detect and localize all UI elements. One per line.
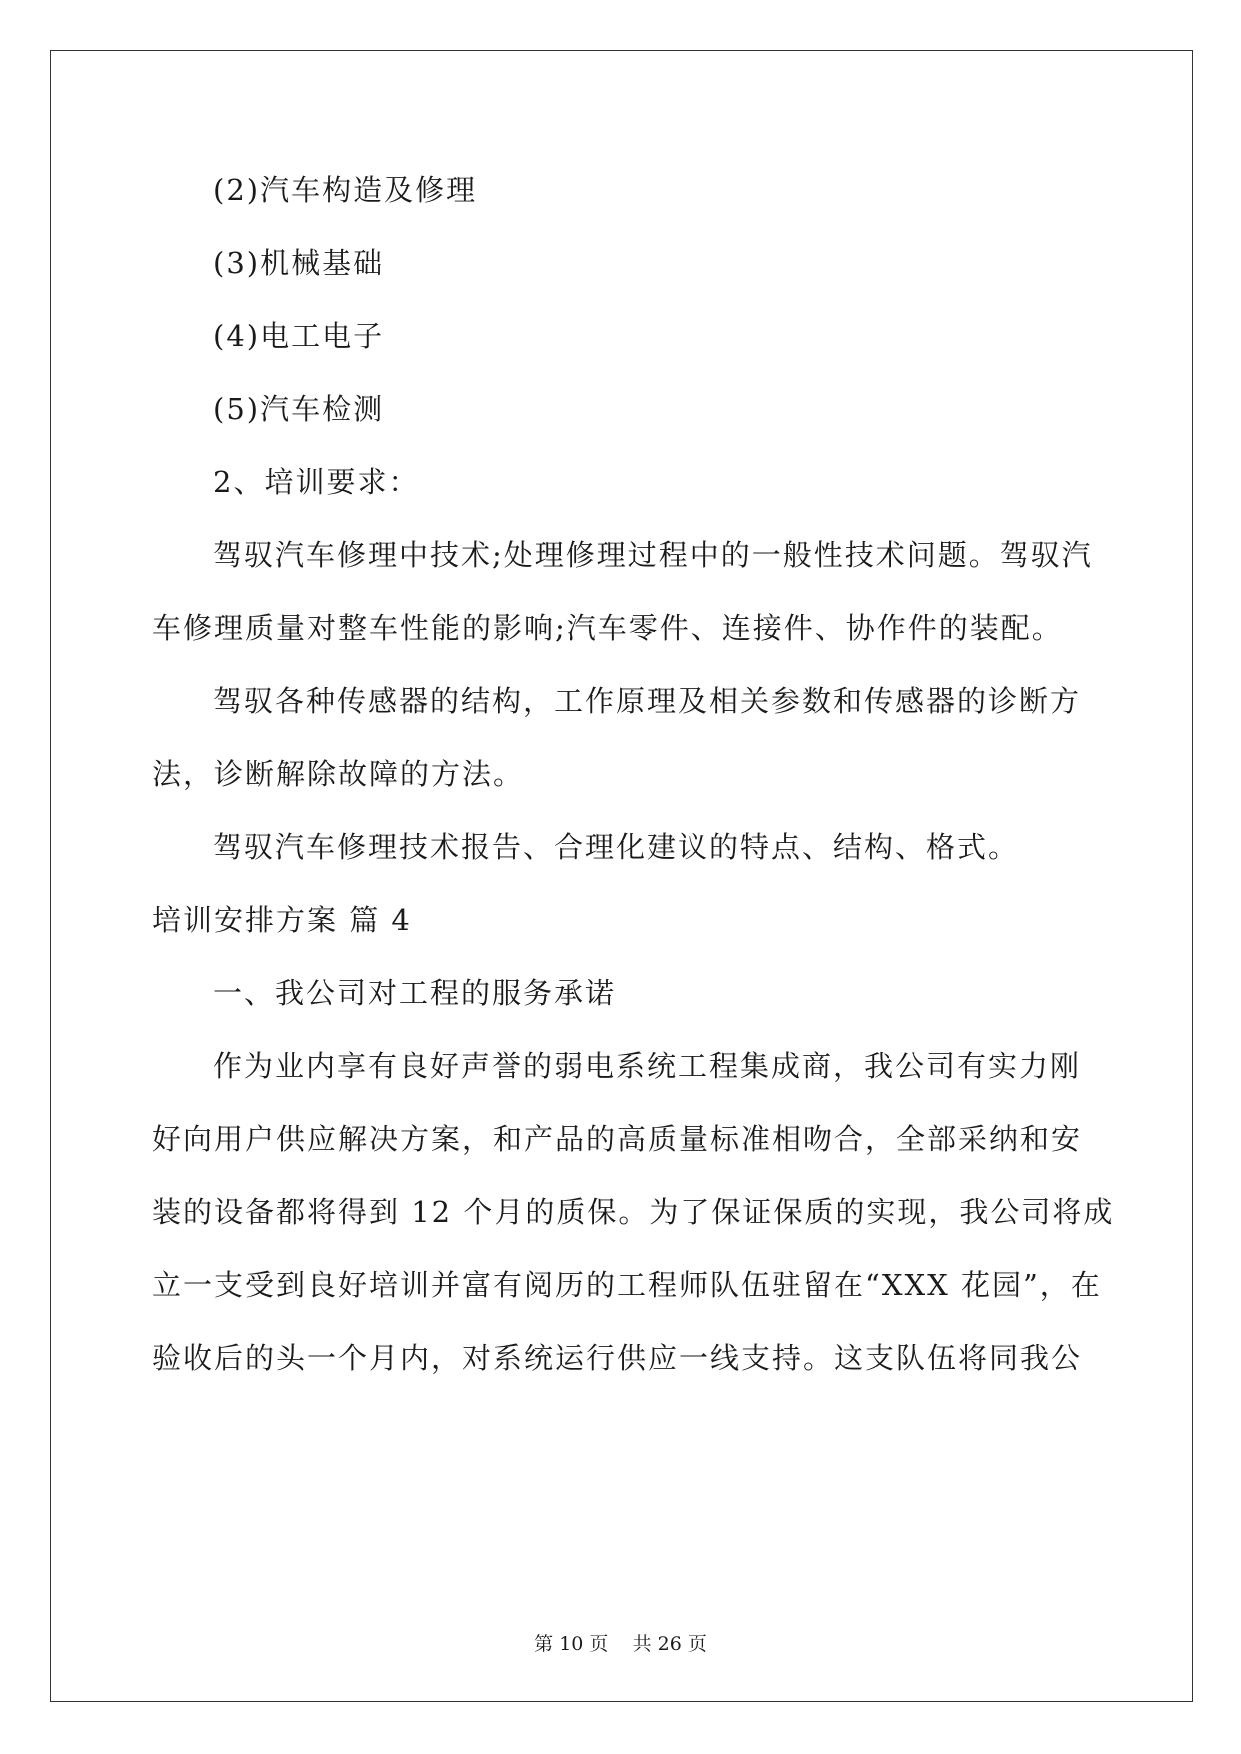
section-heading-training-requirements: 2、培训要求：	[213, 465, 420, 499]
list-item-5: (5)汽车检测	[213, 392, 385, 426]
list-item-2: (2)汽车构造及修理	[213, 173, 478, 207]
paragraph-line: 法，诊断解除故障的方法。	[152, 757, 525, 791]
paragraph-line: 驾驭汽车修理中技术;处理修理过程中的一般性技术问题。驾驭汽	[213, 538, 1093, 572]
paragraph-line: 作为业内享有良好声誉的弱电系统工程集成商，我公司有实力刚	[213, 1049, 1082, 1083]
subsection-heading: 一、我公司对工程的服务承诺	[213, 976, 617, 1010]
list-item-3: (3)机械基础	[213, 246, 385, 280]
paragraph-line: 好向用户供应解决方案，和产品的高质量标准相吻合，全部采纳和安	[152, 1122, 1083, 1156]
paragraph-line: 立一支受到良好培训并富有阅历的工程师队伍驻留在“XXX 花园”，在	[152, 1268, 1102, 1302]
section-title: 培训安排方案 篇 4	[152, 903, 412, 937]
paragraph-line: 驾驭各种传感器的结构，工作原理及相关参数和传感器的诊断方	[213, 684, 1082, 718]
page-border	[50, 50, 1193, 1702]
list-item-4: (4)电工电子	[213, 319, 385, 353]
page-footer	[0, 1632, 1241, 1656]
paragraph-line: 装的设备都将得到 12 个月的质保。为了保证保质的实现，我公司将成	[152, 1195, 1115, 1229]
paragraph-line: 驾驭汽车修理技术报告、合理化建议的特点、结构、格式。	[213, 830, 1020, 864]
page-number: 第 10 页 共 26 页	[534, 1633, 707, 1655]
paragraph-line: 车修理质量对整车性能的影响;汽车零件、连接件、协作件的装配。	[152, 611, 1063, 645]
paragraph-line: 验收后的头一个月内，对系统运行供应一线支持。这支队伍将同我公	[152, 1341, 1083, 1375]
